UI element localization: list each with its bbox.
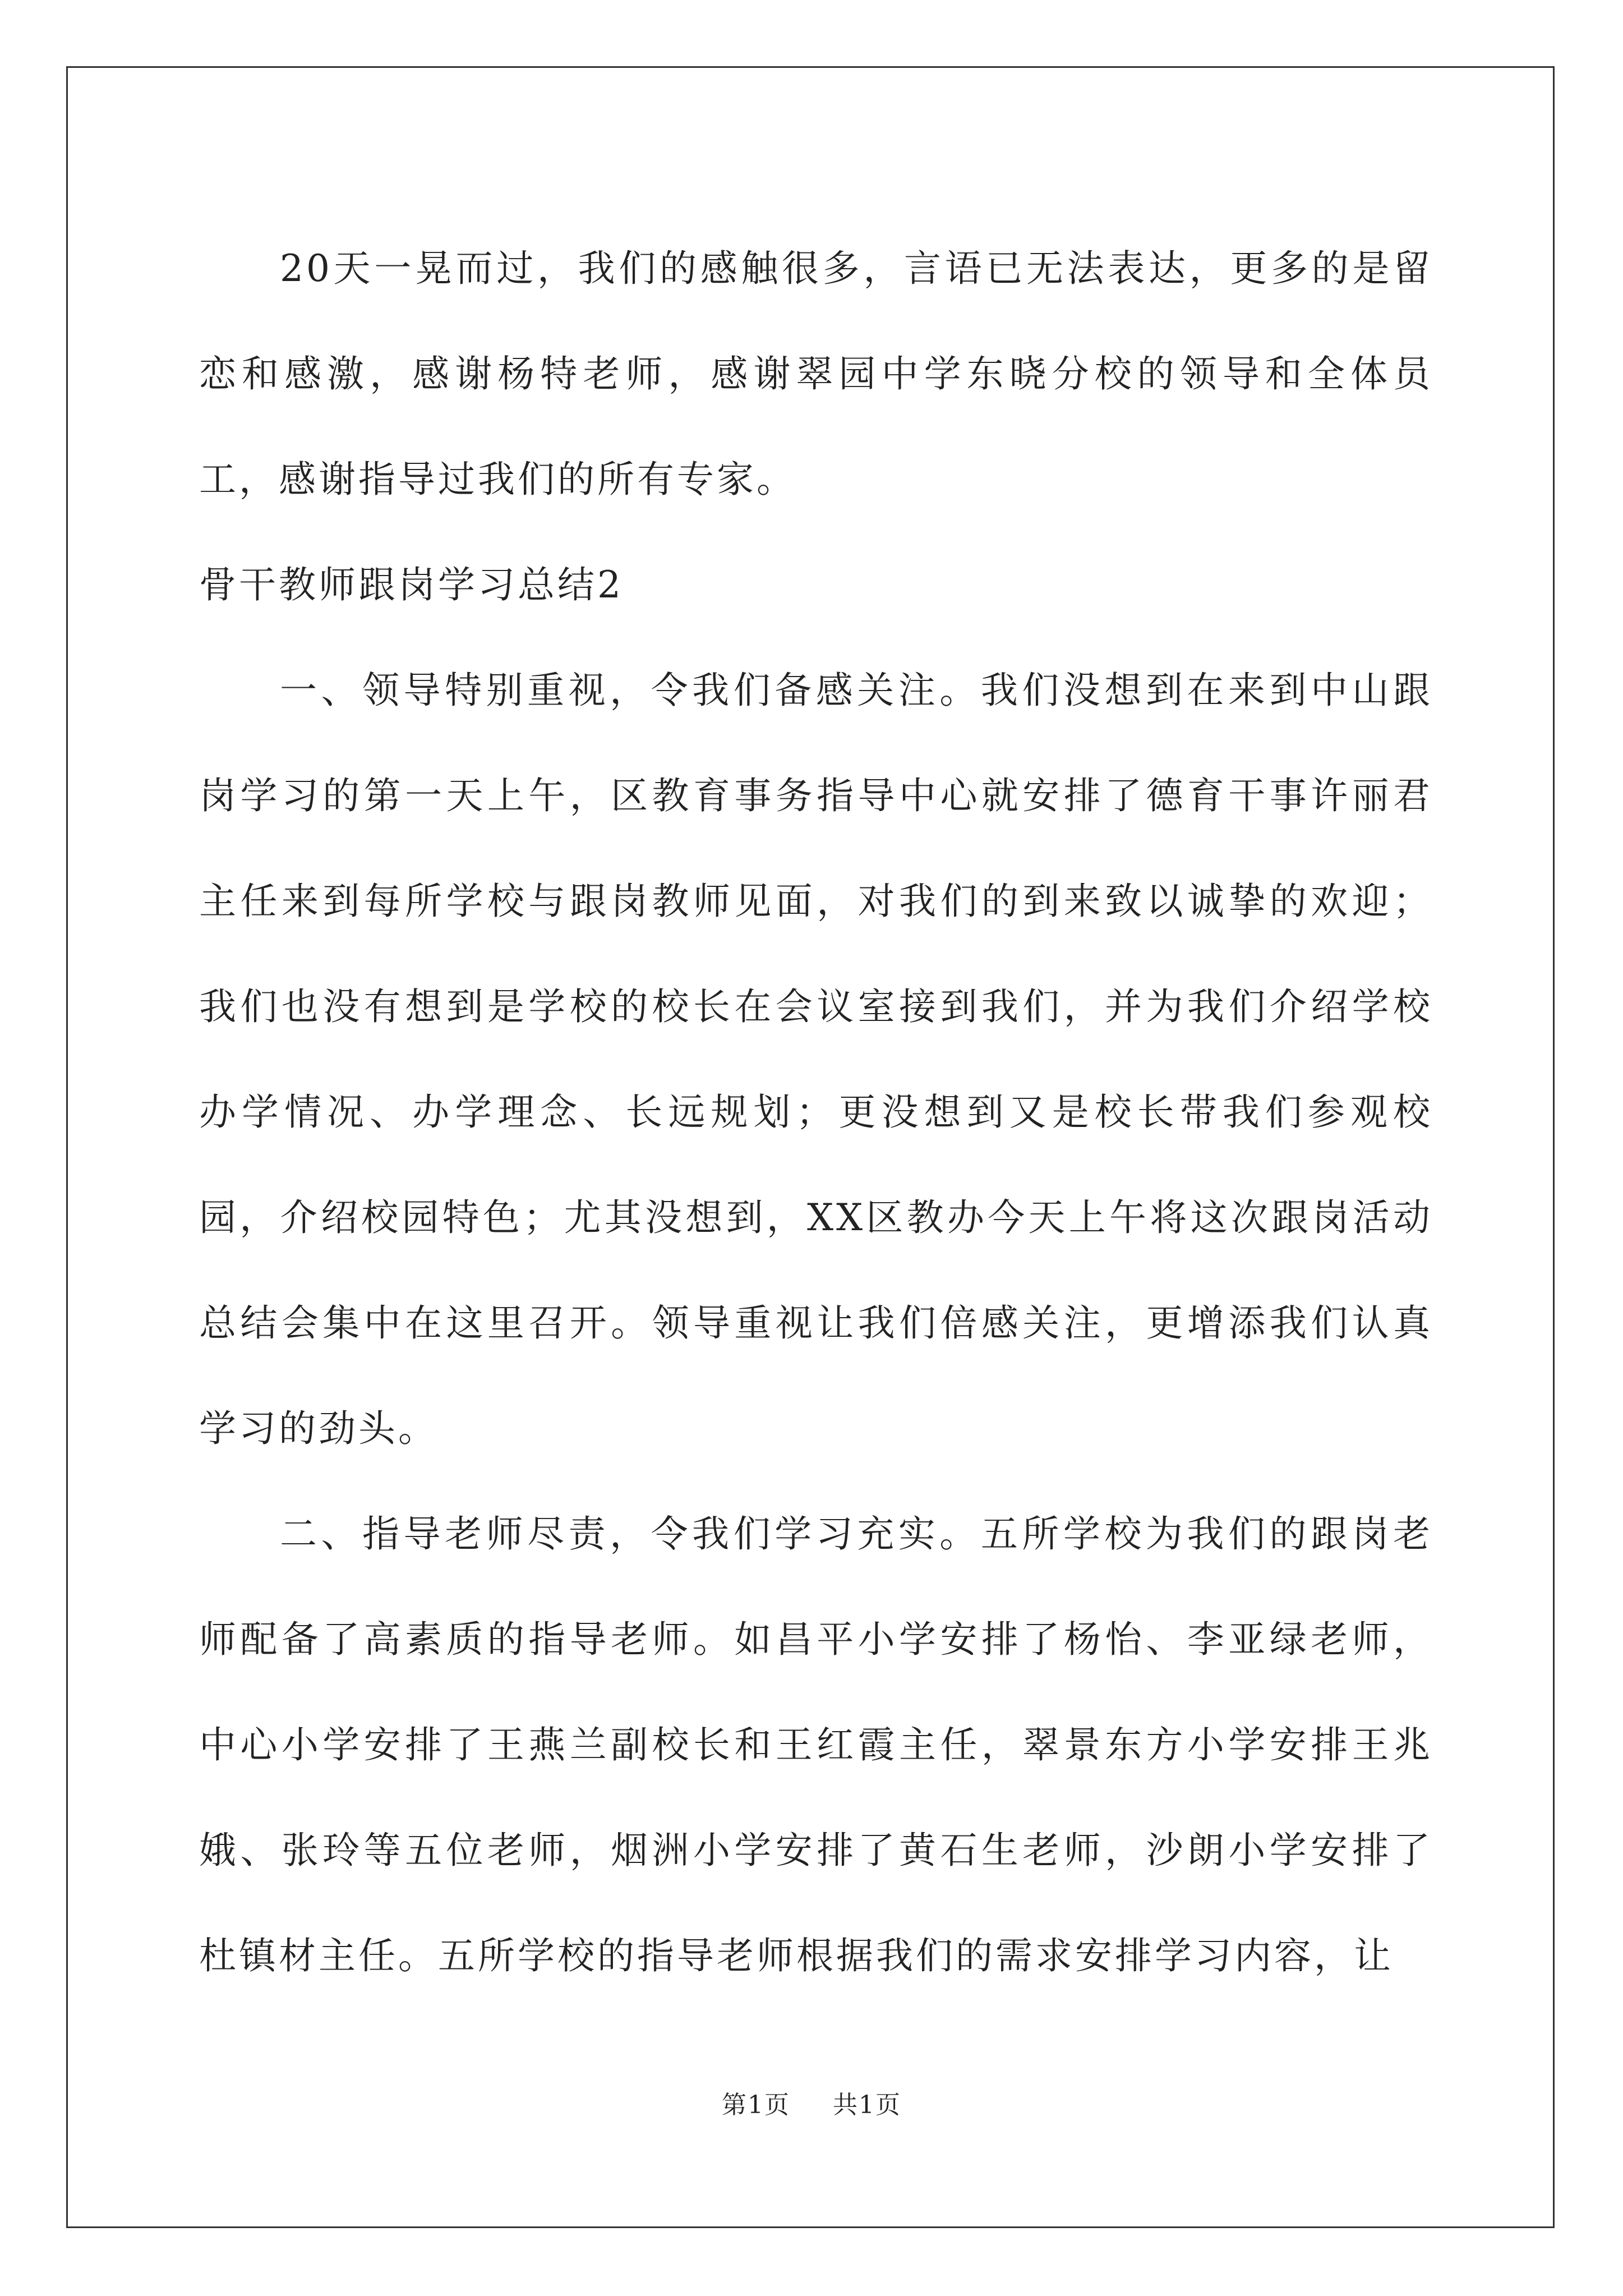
paragraph-leadership: 一、领导特别重视，令我们备感关注。我们没想到在来到中山跟岗学习的第一天上午，区教育事务指导中心就安排了德育干事许丽君主任来到每所学校与跟岗教师见面，对我们的到来致以诚挚的欢迎；我们也没有想到是学校的校长在会议室接到我们，并为我们介绍学校办学情况、办学理念、长远规划；更没想到又是校长带我们参观校园，介绍校园特色；尤其没想到，XX区教办今天上午将这次跟岗活动总结会集中在这里召开。领导重视让我们倍感关注，更增添我们认真学习的劲头。 (199, 669, 1433, 1450)
page-footer (0, 2085, 1623, 2120)
document-body (199, 216, 1433, 2009)
section-heading: 骨干教师跟岗学习总结2 (199, 563, 624, 606)
page-number-current: 第1页 (722, 2091, 790, 2119)
page-number-total: 共1页 (833, 2091, 901, 2119)
paragraph-mentors: 二、指导老师尽责，令我们学习充实。五所学校为我们的跟岗老师配备了高素质的指导老师。如昌平小学安排了杨怡、李亚绿老师，中心小学安排了王燕兰副校长和王红霞主任，翠景东方小学安排王兆娥、张玲等五位老师，烟洲小学安排了黄石生老师，沙朗小学安排了杜镇材主任。五所学校的指导老师根据我们的需求安排学习内容，让 (199, 1512, 1433, 1977)
paragraph-intro: 20天一晃而过，我们的感触很多，言语已无法表达，更多的是留恋和感激，感谢杨特老师，感谢翠园中学东晓分校的领导和全体员工，感谢指导过我们的所有专家。 (199, 247, 1433, 501)
